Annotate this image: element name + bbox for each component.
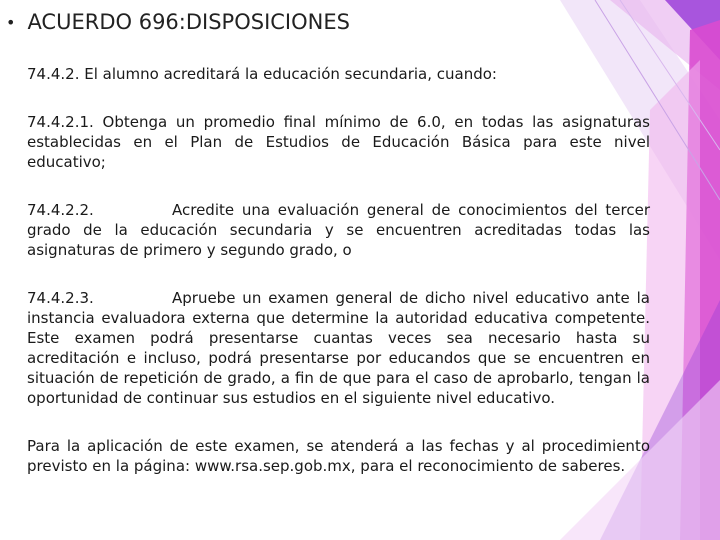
paragraph-74-4-2-2	[27, 200, 650, 260]
paragraph-74-4-2-3	[27, 288, 650, 408]
paragraph-application-note: Para la aplicación de este examen, se atenderá a las fechas y al procedimiento previsto en la página: www.rsa.sep.gob.mx, para el reconocimiento de saberes.	[27, 437, 650, 475]
slide-title-row	[6, 6, 350, 38]
clause-text: Apruebe un examen general de dicho nivel educativo ante la instancia evaluadora externa que determine la autoridad educativa competente. Este examen podrá presentarse cuantas veces sea necesario hasta su acreditación e incluso, podrá presentarse por educandos que se encuentren en situación de repetición de grado, a fin de que para el caso de aprobarlo, tengan la oportunidad de continuar sus estudios en el siguiente nivel educativo.	[27, 289, 650, 407]
paragraph-74-4-2-1	[27, 112, 650, 172]
slide-body	[27, 64, 650, 476]
clause-text: Acredite una evaluación general de conocimientos del tercer grado de la educación secundaria y se encuentren acreditadas todas las asignaturas de primero y segundo grado, o	[27, 201, 650, 259]
clause-number: 74.4.2.2.	[27, 201, 94, 219]
slide-title: ACUERDO 696:DISPOSICIONES	[27, 10, 350, 34]
paragraph-intro: 74.4.2. El alumno acreditará la educación secundaria, cuando:	[27, 65, 497, 83]
bullet-icon: •	[6, 12, 16, 32]
clause-text: Obtenga un promedio final mínimo de 6.0, en todas las asignaturas establecidas en el Plan de Estudios de Educación Básica para este nivel educativo;	[27, 113, 650, 171]
clause-number: 74.4.2.1.	[27, 113, 94, 131]
clause-number: 74.4.2.3.	[27, 289, 94, 307]
